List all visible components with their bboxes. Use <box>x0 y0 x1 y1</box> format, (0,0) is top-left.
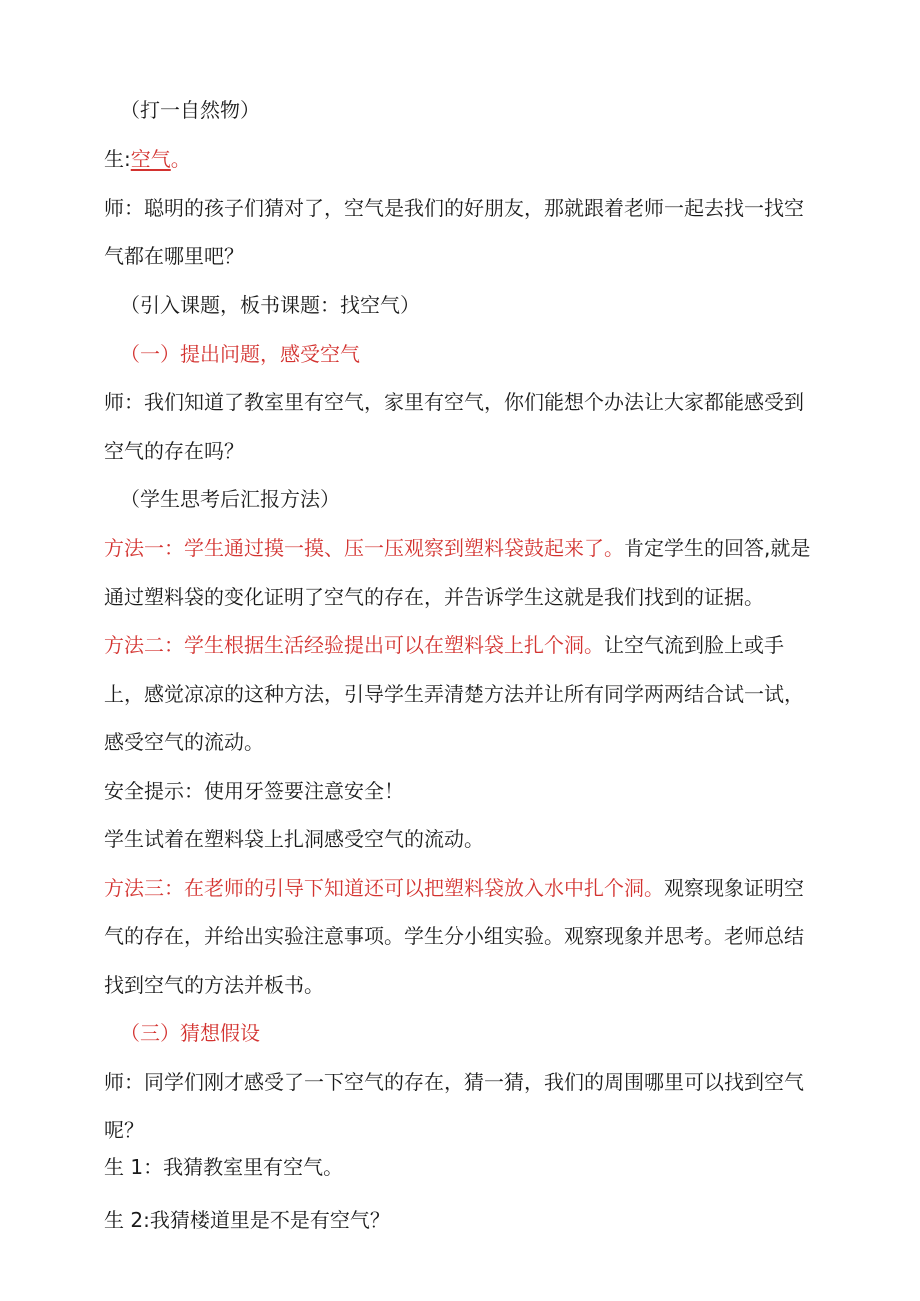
method-one-text: 肯定学生的回答,就是 <box>624 536 811 560</box>
safety-tip: 安全提示：使用牙签要注意安全！ <box>104 779 404 803</box>
paragraph-line: 通过塑料袋的变化证明了空气的存在，并告诉学生这就是我们找到的证据。 <box>104 585 764 609</box>
paragraph-line: 上，感觉凉凉的这种方法，引导学生弄清楚方法并让所有同学两两结合试一试， <box>104 682 804 706</box>
paragraph-line: 学生试着在塑料袋上扎洞感受空气的流动。 <box>104 827 484 851</box>
method-three-line <box>104 874 804 902</box>
section-heading: （三）猜想假设 <box>120 1021 260 1045</box>
paragraph-line: 感受空气的流动。 <box>104 730 264 754</box>
method-two-text: 让空气流到脸上或手 <box>604 633 784 657</box>
paragraph-line: 师：聪明的孩子们猜对了，空气是我们的好朋友，那就跟着老师一起去找一找空 <box>104 196 804 220</box>
paragraph-line: 呢？ <box>104 1118 144 1142</box>
lesson-note: （学生思考后汇报方法） <box>120 487 340 511</box>
student-response: 生 2:我猜楼道里是不是有空气？ <box>104 1208 390 1232</box>
student-answer <box>104 145 191 173</box>
method-two-line <box>104 631 784 659</box>
method-one-line <box>104 534 810 562</box>
paragraph-line: 师：同学们刚才感受了一下空气的存在，猜一猜，我们的周围哪里可以找到空气 <box>104 1070 804 1094</box>
method-three-highlight: 方法三：在老师的引导下知道还可以把塑料袋放入水中扎个洞。 <box>104 876 664 900</box>
method-two-highlight: 方法二：学生根据生活经验提出可以在塑料袋上扎个洞。 <box>104 633 604 657</box>
paragraph-line: 师：我们知道了教室里有空气，家里有空气，你们能想个办法让大家都能感受到 <box>104 390 804 414</box>
method-one-highlight: 方法一：学生通过摸一摸、压一压观察到塑料袋鼓起来了。 <box>104 536 624 560</box>
lesson-note: （引入课题，板书课题：找空气） <box>120 293 420 317</box>
student-response: 生 1：我猜教室里有空气。 <box>104 1155 344 1179</box>
section-heading: （一）提出问题，感受空气 <box>120 342 360 366</box>
paragraph-line: 找到空气的方法并板书。 <box>104 973 324 997</box>
paragraph-line: 气都在哪里吧？ <box>104 244 244 268</box>
method-three-text: 观察现象证明空 <box>664 876 804 900</box>
paragraph-line: 气的存在，并给出实验注意事项。学生分小组实验。观察现象并思考。老师总结 <box>104 924 804 948</box>
answer-highlight: 空气 <box>130 147 171 171</box>
paragraph-line: 空气的存在吗？ <box>104 439 244 463</box>
answer-period: 。 <box>170 147 191 171</box>
speaker-label: 生: <box>104 147 131 171</box>
riddle-hint: （打一自然物） <box>120 98 260 122</box>
